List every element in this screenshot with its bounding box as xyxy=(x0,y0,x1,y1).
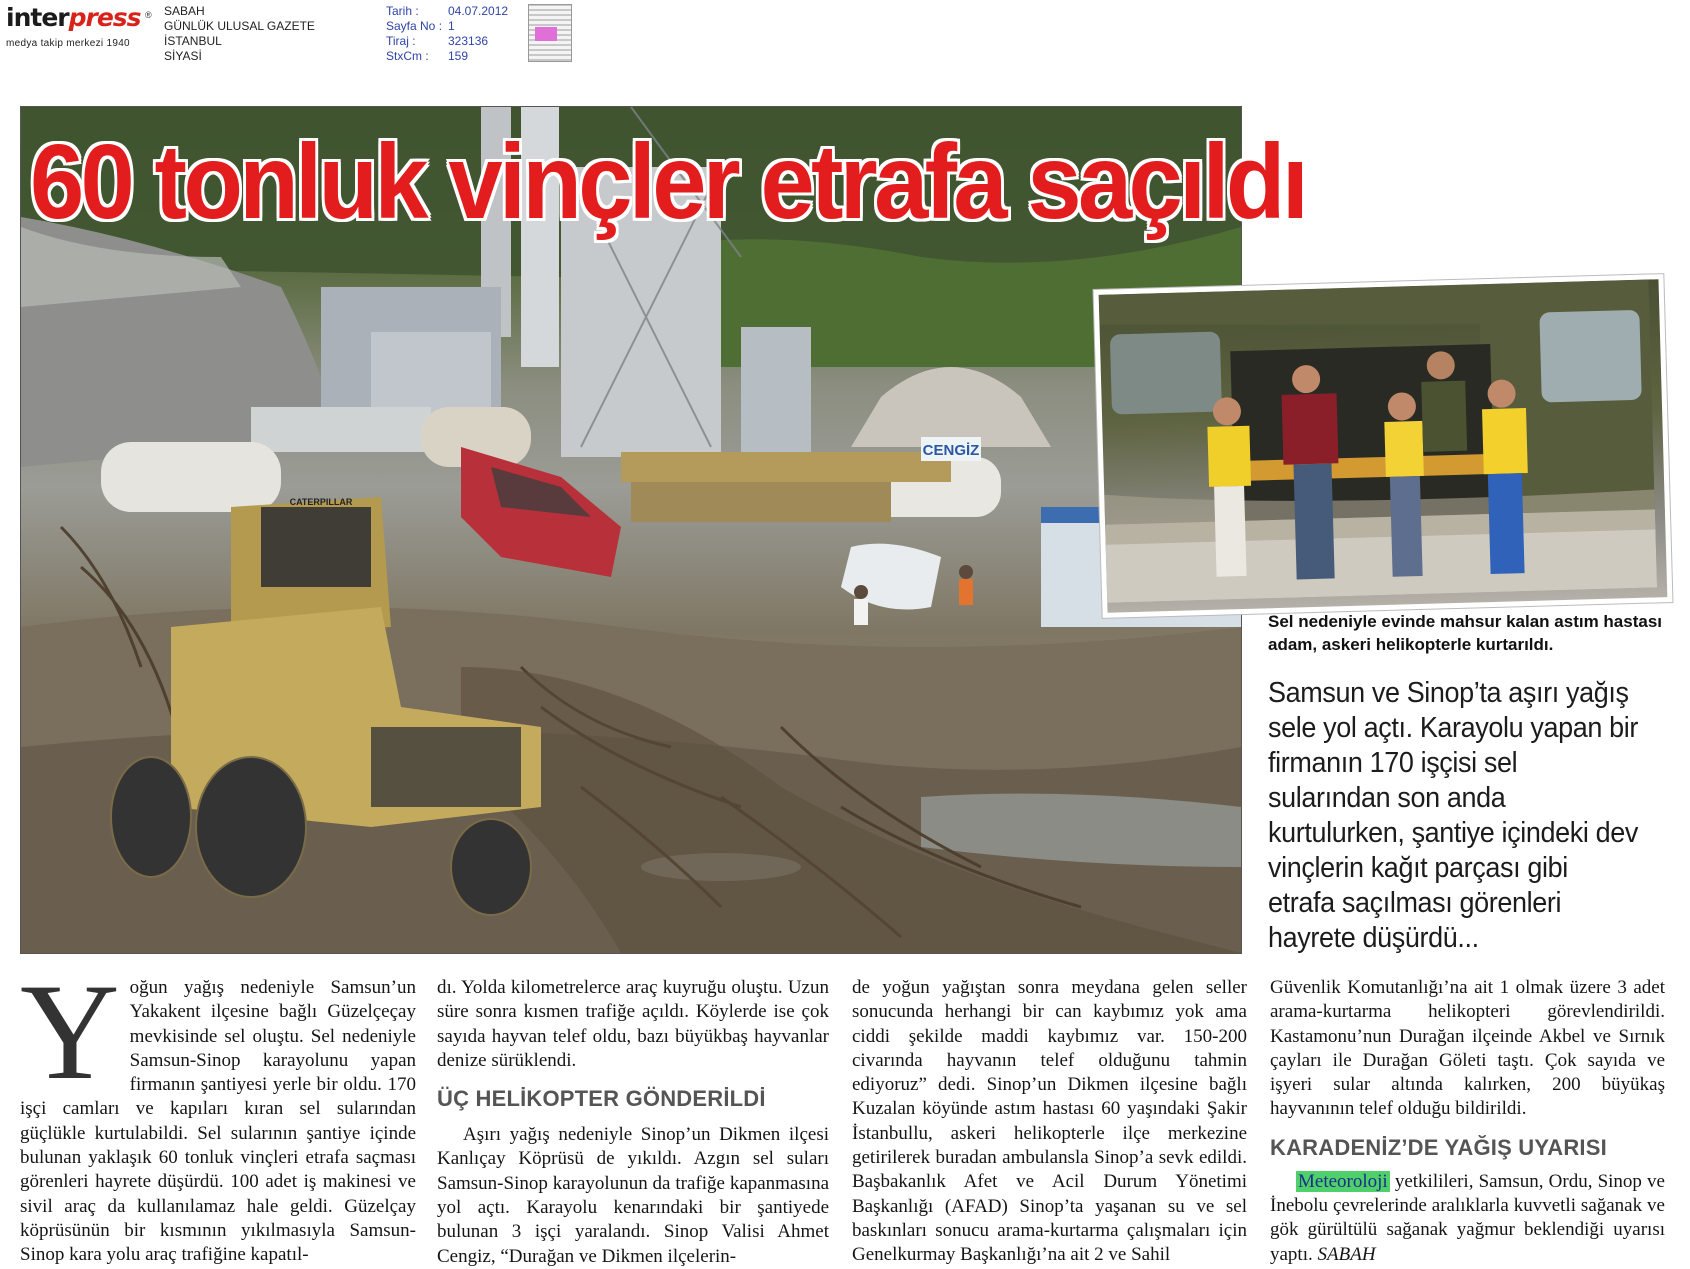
article-column-2 xyxy=(437,976,829,1269)
column-4-text-a: Güvenlik Komutanlığı’na ait 1 olmak üzere 3 adet arama-kurtarma helikopteri görevlendirildi. Kastamonu’nun Durağan ilçeinde Akbel ve Sırnık çayları ile Durağan Göleti taştı. Çok sayıda ve işyeri sular altında kalırken, 200 büyükaş hayvanının telef olduğu bildirildi. xyxy=(1270,977,1665,1120)
article-column-3 xyxy=(852,976,1247,1268)
publication-city: İSTANBUL xyxy=(164,34,222,48)
publication-name: SABAH xyxy=(164,4,205,18)
article-spot: Samsun ve Sinop’ta aşırı yağış sele yol açtı. Karayolu yapan bir firmanın 170 işçisi sel sularından son anda kurtulurken, şantiye içindeki dev vinçlerin kağıt parçası gibi etrafa saçılması görenleri hayrete düşürdü... xyxy=(1268,677,1639,954)
publication-type: GÜNLÜK ULUSAL GAZETE xyxy=(164,19,315,33)
article-column-4 xyxy=(1270,976,1665,1267)
logo-tagline: medya takip merkezi 1940 xyxy=(6,38,130,49)
subhead-weather-warning: KARADENİZ’DE YAĞIŞ UYARISI xyxy=(1270,1134,1607,1160)
page-row: Sayfa No : 1 xyxy=(386,19,455,33)
publication-section: SİYASİ xyxy=(164,49,202,63)
column-1-text: oğun yağış nedeniyle Samsun’un Yakakent ilçesine bağlı Güzelçeçay mevkisinde sel oluştu. Sel nedeniyle Samsun-Sinop karayolunu yapan firmanın şantiyesi yerle bir oldu. 170 işçi camları ve kapıları kıran sel sularından güçlükle kurtulabildi. Sel sularının şantiye içinde bulunan yaklaşık 60 tonluk vinçleri etrafa saçması görenleri hayrete düşürdü. 100 adet iş makinesi ve sivil araç da kullanılamaz hale geldi. Güzelçay köprüsünün bir kısmının yıkılmasıyla Samsun-Sinop kara yolu araç trafiğine kapatıl- xyxy=(20,977,416,1266)
byline-signature: SABAH xyxy=(1317,1243,1376,1265)
inset-photo xyxy=(1094,274,1673,618)
date-row: Tarih : 04.07.2012 xyxy=(386,4,509,18)
column-2-text-a: dı. Yolda kilometrelerce araç kuyruğu oluştu. Uzun süre sonra kısmen trafiğe açıldı. Köylerde ise çok sayıda hayvan telef oldu, bazı büyükbaş hayvanlar denize sürüklendi. xyxy=(437,977,829,1071)
helicopter-rescue-scene xyxy=(1099,279,1668,613)
clipping-meta xyxy=(386,4,508,64)
article-headline: 60 tonluk vinçler etrafa saçıldı xyxy=(30,123,1306,241)
clipping-header xyxy=(0,0,1690,70)
article-column-1 xyxy=(20,955,416,1268)
machine-brand-text: CATERPILLAR xyxy=(289,497,353,507)
company-sign-text: CENGİZ xyxy=(922,442,980,459)
column-3-text: de yoğun yağıştan sonra meydana gelen seller sonucunda herhangi bir can kaybımız yok ama ciddi şekilde maddi kaybımız var. 150-200 civarında hayvanın telef olduğunu tahmin ediyoruz” dedi. Sinop’un Dikmen ilçesine bağlı Kuzalan köyünde astım hastası 60 yaşındaki Şakir İstanbullu, askeri helikopterle ilçe merkezine getirilerek buradan ambulansla Sinop’a sevk edildi. Başbakanlık Afet ve Acil Durum Yönetimi Başkanlığı (AFAD) Sinop’ta yaşanan su ve sel baskınları sonucu arama-kurtarma çalışmaları için Genelkurmay Başkanlığı’na ait 2 ve Sahil xyxy=(852,977,1247,1266)
logo-wordmark: interpress xyxy=(6,3,141,32)
dropcap: Y xyxy=(20,955,120,1108)
publication-info xyxy=(164,4,315,64)
column-2-text-b: Aşırı yağış nedeniyle Sinop’un Dikmen ilçesi Kanlıçay Köprüsü de yıkıldı. Azgın sel suları Samsun-Sinop karayolunun da trafiğe kapanmasına yol açtı. Karayolu kenarındaki bir şantiyede bulunan 3 işçi yaralandı. Sinop Valisi Ahmet Cengiz, “Durağan ve Dikmen ilçelerin- xyxy=(437,1124,829,1267)
page-thumbnail[interactable] xyxy=(528,4,572,62)
registered-mark: ® xyxy=(145,10,152,20)
inset-photo-caption: Sel nedeniyle evinde mahsur kalan astım hastası adam, askeri helikopterle kurtarıldı. xyxy=(1268,612,1663,654)
subhead-helicopters: ÜÇ HELİKOPTER GÖNDERİLDİ xyxy=(437,1086,766,1112)
interpress-logo xyxy=(6,4,156,56)
stxcm-row: StxCm : 159 xyxy=(386,49,469,63)
highlighted-term: Meteoroloji xyxy=(1298,1170,1388,1192)
circulation-row: Tiraj : 323136 xyxy=(386,34,489,48)
column-4-text-b: Meteoroloji yetkilileri, Samsun, Ordu, Sinop ve İnebolu çevrelerinde aralıklarla kuvvetli sağanak ve gök gürültülü sağanak yağmur beklendiği uyarısı yaptı. SABAH xyxy=(1270,1170,1665,1265)
